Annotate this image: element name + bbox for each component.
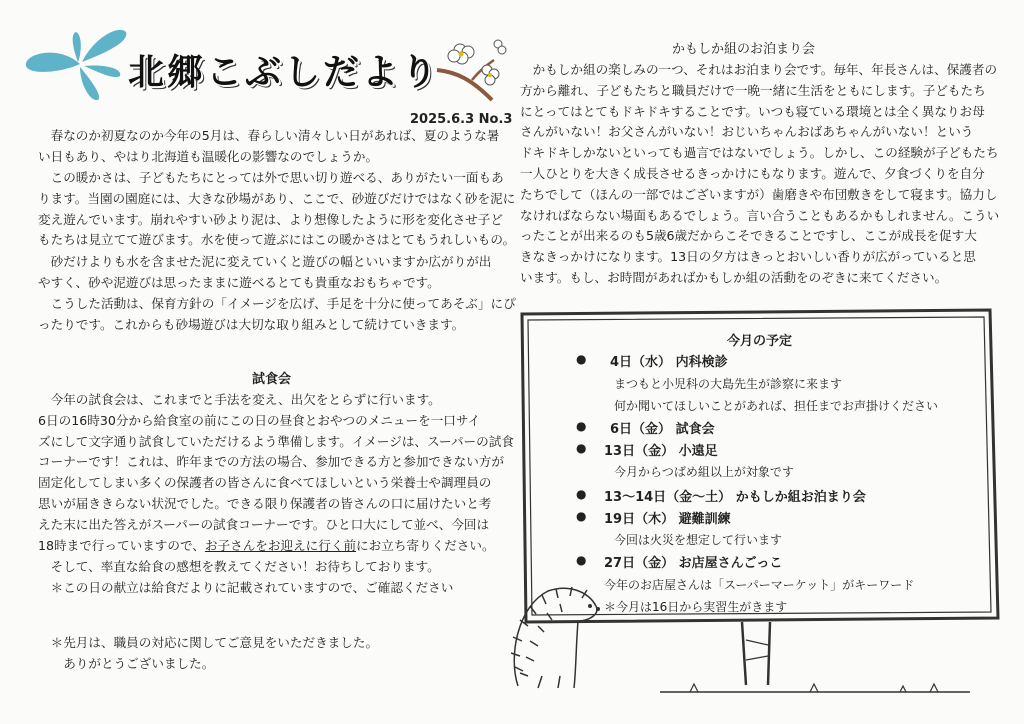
cherry-blossom-icon xyxy=(432,30,512,105)
schedule-bullet: ● xyxy=(576,553,587,567)
tasting-heading: 試食会 xyxy=(252,372,292,387)
overnight-heading: かもしか組のお泊まり会 xyxy=(672,42,816,57)
schedule-item-title: 27日（金） お店屋さんごっこ xyxy=(604,556,783,571)
tasting-closing: そして、率直な給食の感想を教えてください！お待ちしております。 xyxy=(38,559,440,574)
schedule-item-note: 何か聞いてほしいことがあれば、担任までお声掛けください xyxy=(614,399,939,413)
tasting-line-post: にお立ち寄りください。 xyxy=(356,538,495,553)
splash-icon xyxy=(18,24,138,104)
schedule-bullet: ● xyxy=(576,441,587,455)
schedule-item-title: 13～14日（金～土） かもしか組お泊まり会 xyxy=(604,490,866,505)
schedule-item-note: 今月からつばめ組以上が対象です xyxy=(614,465,794,479)
intro-paragraph-4: こうした活動は、保育方針の「イメージを広げ、手足を十分に使ってあそぶ」にぴ ったりです。これからも砂場遊びは大切な取り組みとして続けていきます。 xyxy=(38,296,516,332)
newsletter-title: 北郷こぶしだより xyxy=(128,52,441,93)
overnight-paragraph: かもしか組の楽しみの一つ、それはお泊まり会です。毎年、年長さんは、保護者の 方から離れ、子どもたちと職員だけで一晩一緒に生活をともにします。子どもたち にとってはとてもドキドキすることです。いつも寝ている環境とは全く異なりお母 さんがいない！お父さんがいない！おじいちゃんおばあちゃんがいない！という ドキドキしかないといっても過言ではないでしょう。しかし、この経験が子どもたち 一人ひとりを大きく成長させるきっかけにもなります。遊んで、夕食づくりを自分 たちでして（ほんの一部ではございますが）歯磨きや布団敷きをして寝ます。協力し なければならない場面もあるでしょう。言い合うこともあるかもしれません。こうい ったことが出来るのも5歳6歳だからこそできることですし、ここが成長を促す大 きなきっかけになります。13日の夕方はきっとおいしい香りが広がっていると思 います。もし、お時間があればかもしか組の活動をのぞきに来てください。 xyxy=(520,62,1000,285)
feedback-note: ＊先月は、職員の対応に関してご意見をいただきました。 ありがとうございました。 xyxy=(50,635,379,671)
hedgehog-illustration xyxy=(498,576,608,696)
schedule-item-title: 19日（木） 避難訓練 xyxy=(604,512,731,527)
tasting-paragraph: 今年の試食会は、これまでと手法を変え、出欠をとらずに行います。 6日の16時30分から給食室の前にこの日の昼食とおやつのメニューを一口サイ ズにして文字通り試食していただけるよう準備します。イメージは、スーパーの試食 コーナーです！これは、昨年までの方法の場合、参加できる方と参加できない方が 固定化してしまい多くの保護者の皆さんに食べてほしいという栄養士や調理員の 思いが届ききらない状況でした。できる限り保護者の皆さんの口に届けたいと考 えた末に出た答えがスーパーの試食コーナーです。ひと口大にして並べ、今回は xyxy=(38,392,514,532)
tasting-note: ＊この日の献立は給食だよりに記載されていますので、ご確認ください xyxy=(38,580,454,595)
schedule-bullet: ● xyxy=(576,509,587,523)
intro-paragraph-2: この暖かさは、子どもたちにとっては外で思い切り遊べる、ありがたい一面もあ ります。当園の園庭には、大きな砂場があり、ここで、砂遊びだけではなく砂を泥に 変え遊んでいます。崩れやすい砂より泥は、より想像したように形を変化させ子ど もたちは見立てて遊びます。水を使って遊ぶにはこの暖かさはとてもうれしいもの。 xyxy=(38,170,516,248)
schedule-item-title: 6日（金） 試食会 xyxy=(610,422,715,437)
tasting-line-underlined: お子さんをお迎えに行く前 xyxy=(204,538,357,553)
schedule-item-note: 今年のお店屋さんは「スーパーマーケット」がキーワード xyxy=(604,578,915,592)
schedule-item-note: まつもと小児科の大島先生が診察に来ます xyxy=(614,377,843,391)
schedule-bullet: ● xyxy=(576,487,587,501)
schedule-heading: 今月の予定 xyxy=(727,334,793,349)
tasting-line xyxy=(38,536,495,557)
schedule-bullet: ● xyxy=(576,419,587,433)
schedule-item-title: 4日（水） 内科検診 xyxy=(610,355,728,370)
intro-paragraph-3: 砂だけよりも水を含ませた泥に変えていくと遊びの幅といいますか広がりが出 やすく、砂や泥遊びは思ったままに遊べるとても貴重なおもちゃです。 xyxy=(38,254,492,290)
schedule-item-note: ＊今月は16日から実習生がきます xyxy=(604,600,788,614)
schedule-bullet: ● xyxy=(576,352,587,366)
tasting-line-pre: 18時まで行っていますので、 xyxy=(38,538,205,553)
schedule-item-note: 今回は火災を想定して行います xyxy=(614,533,783,547)
intro-paragraph-1: 春なのか初夏なのか今年の5月は、春らしい清々しい日があれば、夏のような暑 い日もあり、やはり北海道も温暖化の影響なのでしょうか。 xyxy=(38,128,500,164)
schedule-item-title: 13日（金） 小遠足 xyxy=(604,444,718,459)
issue-date-number: 2025.6.3 No.3 xyxy=(410,112,513,127)
